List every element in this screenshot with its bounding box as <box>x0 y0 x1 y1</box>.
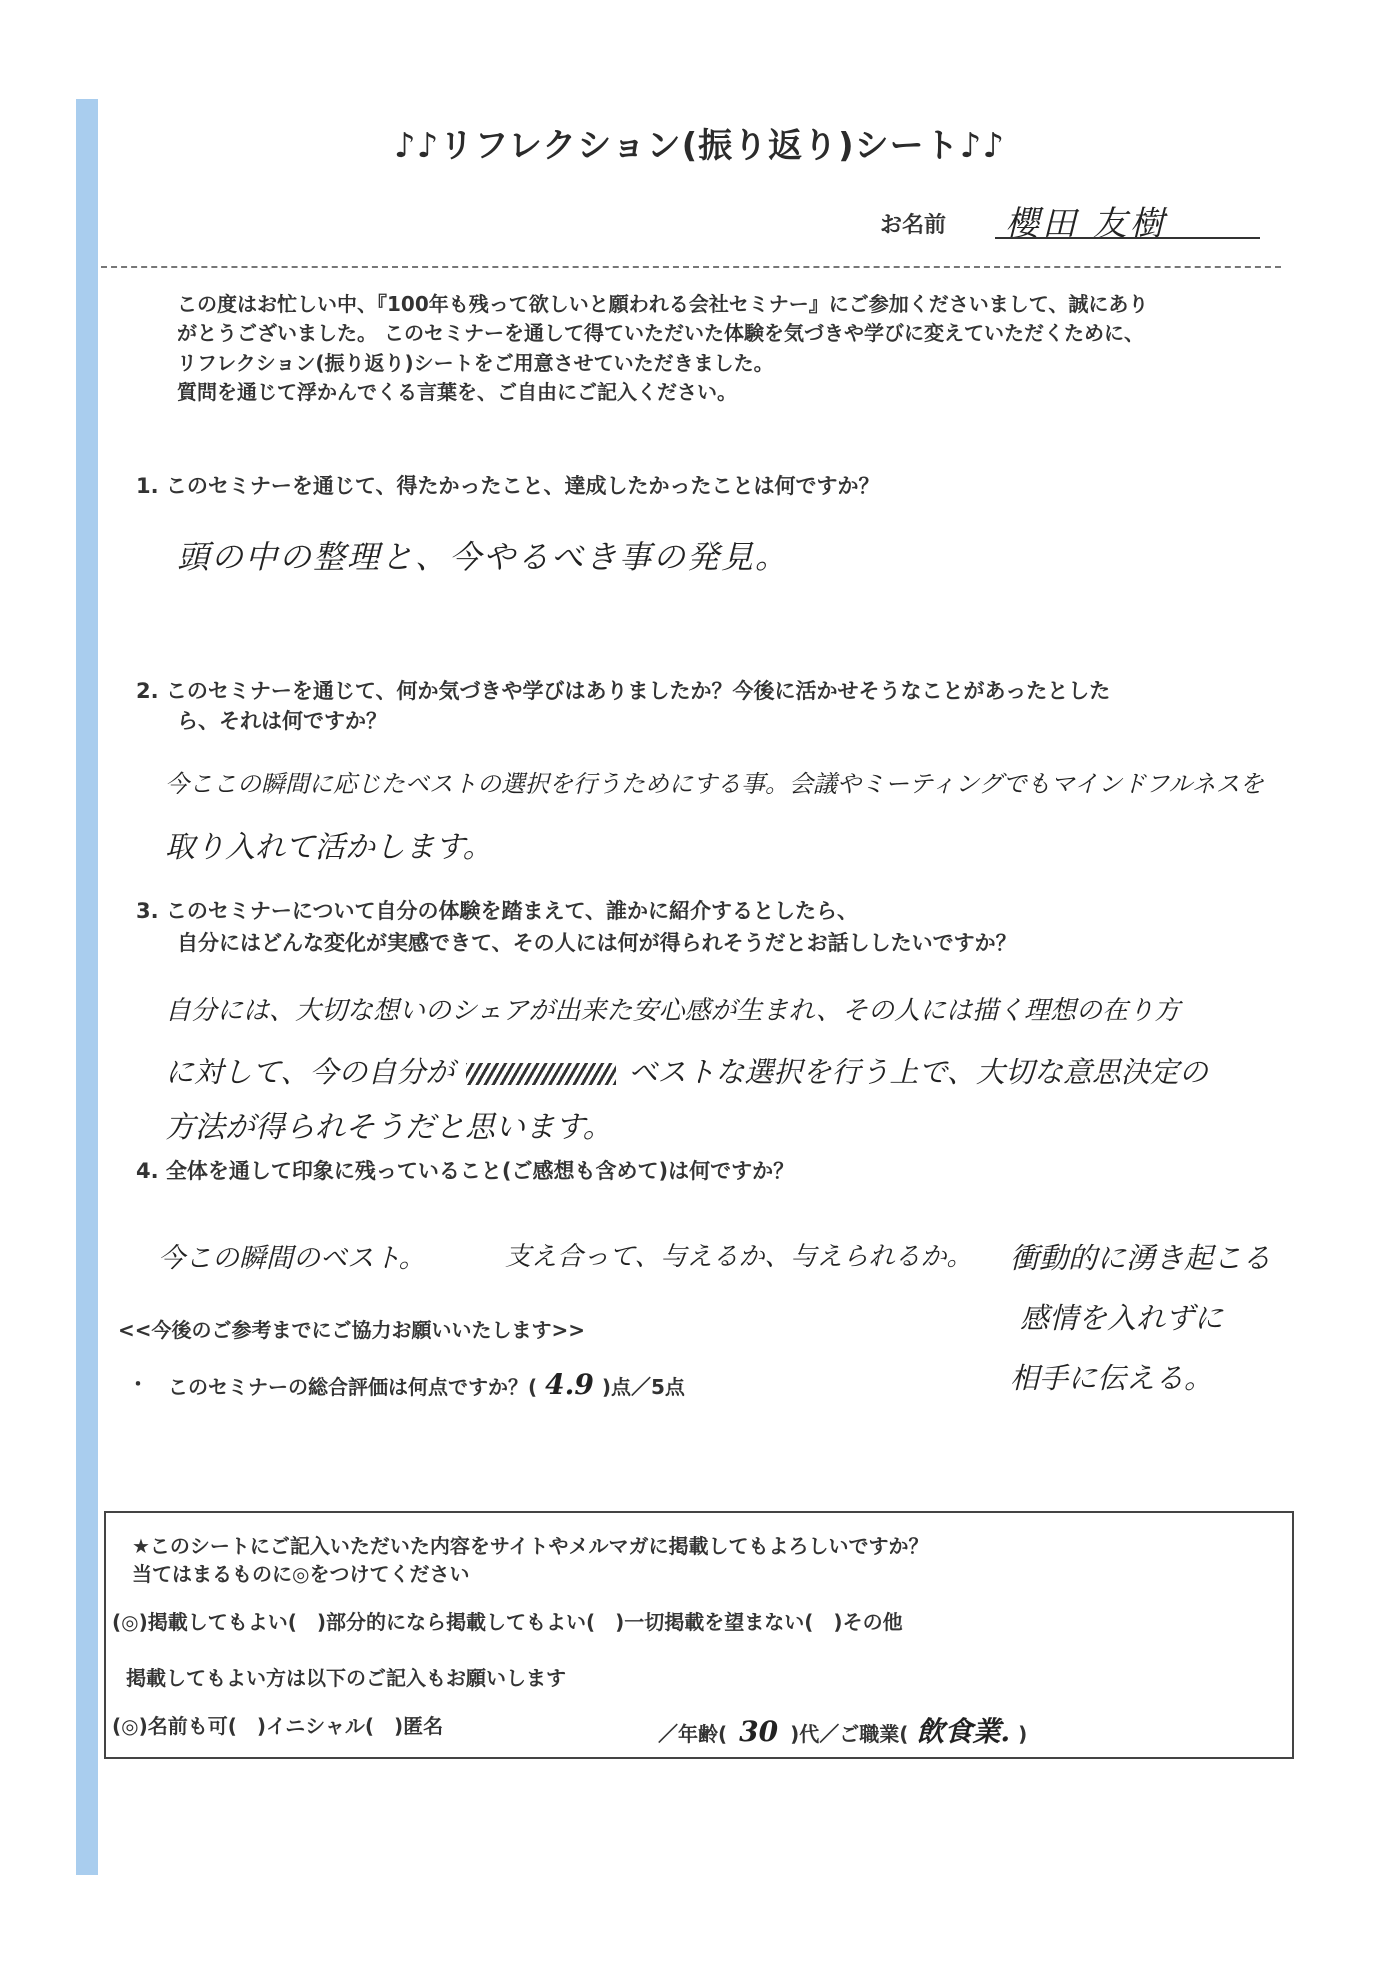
rating-question <box>168 1368 685 1401</box>
reference-heading: <<今後のご参考までにご協力お願いいたします>> <box>118 1318 586 1342</box>
job-value[interactable]: 飲食業. <box>916 1715 1011 1748</box>
name-display-options[interactable]: (◎)名前も可( )イニシャル( )匿名 <box>112 1714 444 1738</box>
dashed-divider <box>101 266 1281 268</box>
answer-3-text: に対して、今の自分が <box>165 1055 455 1089</box>
answer-3[interactable] <box>165 1050 1208 1091</box>
answer-1[interactable]: 頭の中の整理と、今やるべき事の発見。 <box>177 538 790 576</box>
rating-prefix: このセミナーの総合評価は何点ですか？( <box>168 1375 538 1399</box>
rating-bullet: ・ <box>128 1372 148 1396</box>
question-3: 自分にはどんな変化が実感できて、その人には何が得られそうだとお話ししたいですか？ <box>177 931 1017 955</box>
question-3: 3. このセミナーについて自分の体験を踏まえて、誰かに紹介するとしたら、 <box>136 899 859 923</box>
crossed-out-text <box>466 1063 616 1085</box>
answer-4[interactable]: 感情を入れずに <box>1020 1301 1224 1335</box>
answer-4[interactable]: 支え合って、与えるか、与えられるか。 <box>505 1242 973 1272</box>
blue-margin-bar <box>76 99 98 1875</box>
question-1: 1. このセミナーを通じて、得たかったこと、達成したかったことは何ですか？ <box>136 474 880 498</box>
intro-line: がとうございました。 このセミナーを通して得ていただいた体験を気づきや学びに変えていただくために、 <box>177 321 1144 345</box>
rating-value[interactable]: 4.9 <box>545 1368 594 1401</box>
answer-4[interactable]: 相手に伝える。 <box>1010 1361 1214 1395</box>
age-job-line <box>658 1710 1027 1750</box>
name-label: お名前 <box>880 213 947 238</box>
job-close: ) <box>1018 1722 1028 1746</box>
question-2: ら、それは何ですか？ <box>177 709 387 733</box>
page-title: ♪♪リフレクション(振り返り)シート♪♪ <box>393 126 1006 166</box>
publish-instruction: 当てはまるものに◎をつけてください <box>132 1562 470 1586</box>
age-value[interactable]: 30 <box>739 1715 779 1748</box>
question-2: 2. このセミナーを通じて、何か気づきや学びはありましたか？今後に活かせそうなことがあったとした <box>136 679 1111 703</box>
rating-suffix: )点／5点 <box>601 1375 685 1399</box>
answer-2[interactable]: 今ここの瞬間に応じたベストの選択を行うためにする事。会議やミーティングでもマインドフルネスを <box>165 770 1264 798</box>
name-underline <box>995 237 1260 239</box>
job-label: )代／ご職業( <box>790 1722 909 1746</box>
question-4: 4. 全体を通して印象に残っていること(ご感想も含めて)は何ですか？ <box>136 1159 795 1183</box>
age-label: ／年齢( <box>658 1722 728 1746</box>
answer-3-text: ベストな選択を行う上で、大切な意思決定の <box>628 1055 1208 1089</box>
publish-question: ★このシートにご記入いただいた内容をサイトやメルマガに掲載してもよろしいですか？ <box>132 1534 929 1558</box>
answer-4[interactable]: 衝動的に湧き起こる <box>1010 1241 1272 1275</box>
name-value[interactable]: 櫻田 友樹 <box>1005 204 1167 244</box>
answer-2[interactable]: 取り入れて活かします。 <box>165 830 493 865</box>
intro-line: リフレクション(振り返り)シートをご用意させていただきました。 <box>177 351 774 375</box>
answer-4[interactable]: 今この瞬間のベスト。 <box>158 1243 426 1274</box>
answer-3[interactable]: 方法が得られそうだと思います。 <box>165 1110 613 1145</box>
intro-line: この度はお忙しい中、『100年も残って欲しいと願われる会社セミナー』にご参加くださいまして、誠にあり <box>177 292 1149 316</box>
intro-line: 質問を通じて浮かんでくる言葉を、ご自由にご記入ください。 <box>177 380 737 404</box>
publish-options[interactable]: (◎)掲載してもよい( )部分的になら掲載してもよい( )一切掲載を望まない( )その他 <box>112 1610 903 1634</box>
publish-followup: 掲載してもよい方は以下のご記入もお願いします <box>126 1666 566 1690</box>
answer-3[interactable]: 自分には、大切な想いのシェアが出来た安心感が生まれ、その人には描く理想の在り方 <box>165 996 1181 1026</box>
